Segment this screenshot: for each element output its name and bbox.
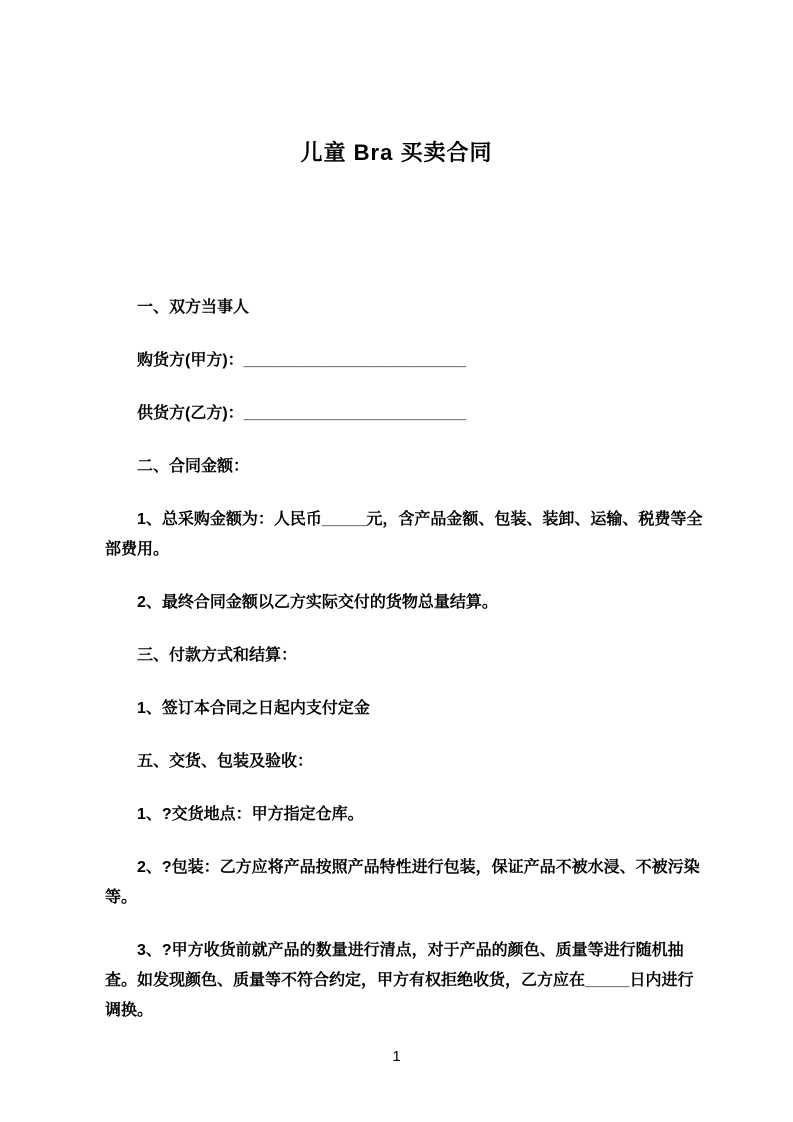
section-heading-delivery-packaging: 五、交货、包装及验收： bbox=[137, 753, 314, 770]
clause-packaging: 2、?包装：乙方应将产品按照产品特性进行包装，保证产品不被水浸、不被污染等。 bbox=[105, 859, 700, 906]
clause-inspection: 3、?甲方收货前就产品的数量进行清点，对于产品的颜色、质量等进行随机抽查。如发现颜色、质量等不符合约定，甲方有权拒绝收货，乙方应在_____日内进行调换。 bbox=[105, 942, 694, 1019]
clause-deposit-payment: 1、签订本合同之日起内支付定金 bbox=[137, 700, 370, 717]
section-heading-payment: 三、付款方式和结算： bbox=[137, 647, 298, 664]
clause-delivery-location: 1、?交货地点：甲方指定仓库。 bbox=[137, 806, 364, 823]
supplier-blank-line: 供货方(乙方)：_________________________ bbox=[137, 405, 467, 422]
document-title: 儿童 Bra 买卖合同 bbox=[300, 140, 493, 165]
page-number: 1 bbox=[392, 1048, 401, 1065]
buyer-blank-line: 购货方(甲方)：_________________________ bbox=[137, 352, 467, 369]
section-heading-parties: 一、双方当事人 bbox=[137, 299, 250, 316]
clause-final-amount-settlement: 2、最终合同金额以乙方实际交付的货物总量结算。 bbox=[137, 594, 498, 611]
section-heading-contract-amount: 二、合同金额： bbox=[137, 458, 250, 475]
clause-total-purchase-amount: 1、总采购金额为：人民币_____元，含产品金额、包装、装卸、运输、税费等全部费用。 bbox=[105, 511, 703, 558]
document-body bbox=[0, 293, 793, 1026]
